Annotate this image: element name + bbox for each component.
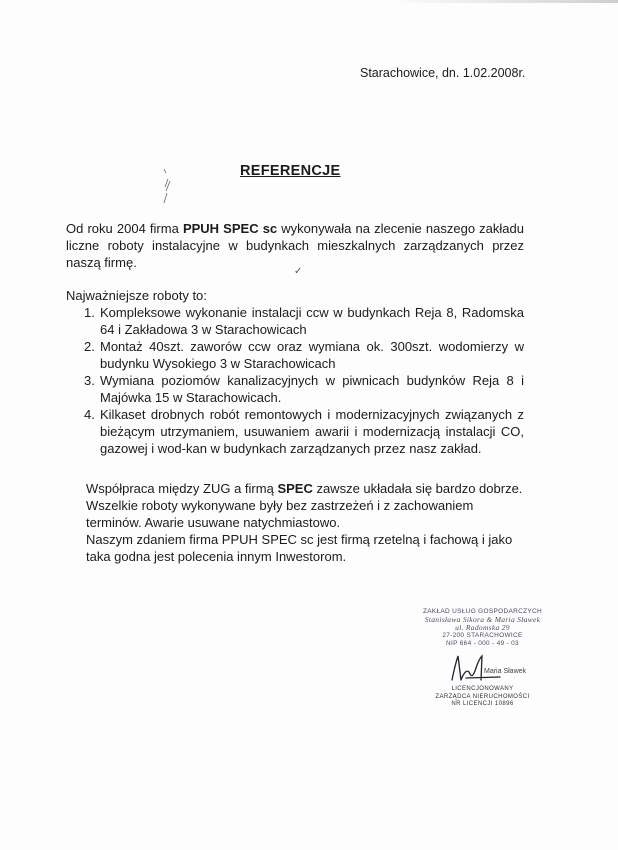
license-stamp — [420, 686, 545, 709]
stamp-line: NIP 664 - 000 - 49 - 03 — [446, 640, 519, 647]
list-item-number: 3. — [84, 373, 95, 388]
company-name: PPUH SPEC sc — [182, 221, 278, 236]
margin-pen-mark-icon — [160, 167, 176, 207]
recommendation-paragraph: Naszym zdaniem firma PPUH SPEC sc jest firmą rzetelną i fachową i jako taka godna jest polecenia innym Inwestorom. — [86, 532, 513, 564]
intro-paragraph — [66, 220, 524, 271]
license-line: ZARZĄDCA NIERUCHOMOŚCI — [435, 693, 530, 700]
works-list — [66, 304, 524, 457]
stamp-line: Stanisława Sikora & Maria Sławek — [424, 615, 541, 624]
list-item-number: 2. — [84, 339, 95, 354]
list-item-text: Wymiana poziomów kanalizacyjnych w piwnicach budynków Reja 8 i Majówka 15 w Starachowicach. — [100, 373, 524, 405]
list-item-number: 4. — [84, 407, 95, 422]
stamp-line: 27-200 STARACHOWICE — [442, 632, 523, 639]
list-item-text: Kilkaset drobnych robót remontowych i modernizacyjnych związanych z bieżącym utrzymaniem, usuwaniem awarii i modernizacją instalacji CO, gazowej i wod-kan w budynkach zarządzanych przez nasz zakład. — [100, 407, 524, 456]
intro-text-before: Od roku 2004 firma — [66, 221, 183, 236]
intro-text-after: wykonywała na zlecenie naszego zakładu liczne roboty instalacyjne w budynkach mieszkalnych zarządzanych przez naszą firmę. — [66, 221, 524, 270]
list-item-text: Montaż 40szt. zaworów ccw oraz wymiana ok. 300szt. wodomierzy w budynku Wysokiego 3 w Starachowicach — [100, 339, 524, 371]
list-item-text: Kompleksowe wykonanie instalacji ccw w budynkach Reja 8, Radomska 64 i Zakładowa 3 w Starachowicach — [100, 305, 524, 337]
list-item — [66, 304, 524, 338]
license-line: LICENCJONOWANY — [451, 686, 514, 692]
place-and-date: Starachowice, dn. 1.02.2008r. — [360, 66, 526, 80]
company-stamp — [420, 608, 545, 648]
stamp-line: ul. Radomska 29 — [455, 623, 510, 632]
pen-tick-icon: ✓ — [294, 266, 303, 277]
cooperation-before: Współpraca między ZUG a firmą — [86, 481, 278, 496]
document-title: REFERENCJE — [240, 163, 341, 179]
scan-edge-mark — [390, 0, 618, 3]
stamp-line: ZAKŁAD USŁUG GOSPODARCZYCH — [422, 608, 543, 615]
list-item — [66, 372, 524, 406]
list-item-number: 1. — [84, 305, 95, 320]
list-item — [66, 338, 524, 372]
closing-section — [86, 480, 526, 565]
cooperation-company: SPEC — [277, 481, 313, 496]
license-line: NR LICENCJI 10896 — [451, 701, 514, 707]
list-item — [66, 406, 524, 457]
works-quality-paragraph: Wszelkie roboty wykonywane były bez zastrzeżeń i z zachowaniem terminów. Awarie usuwane natychmiastowo. — [86, 498, 474, 530]
works-heading: Najważniejsze roboty to: — [66, 288, 207, 303]
cooperation-after: zawsze układała się bardzo dobrze. — [312, 481, 523, 496]
cooperation-paragraph — [86, 480, 526, 497]
signature-name-stamp: Maria Sławek — [484, 668, 527, 675]
